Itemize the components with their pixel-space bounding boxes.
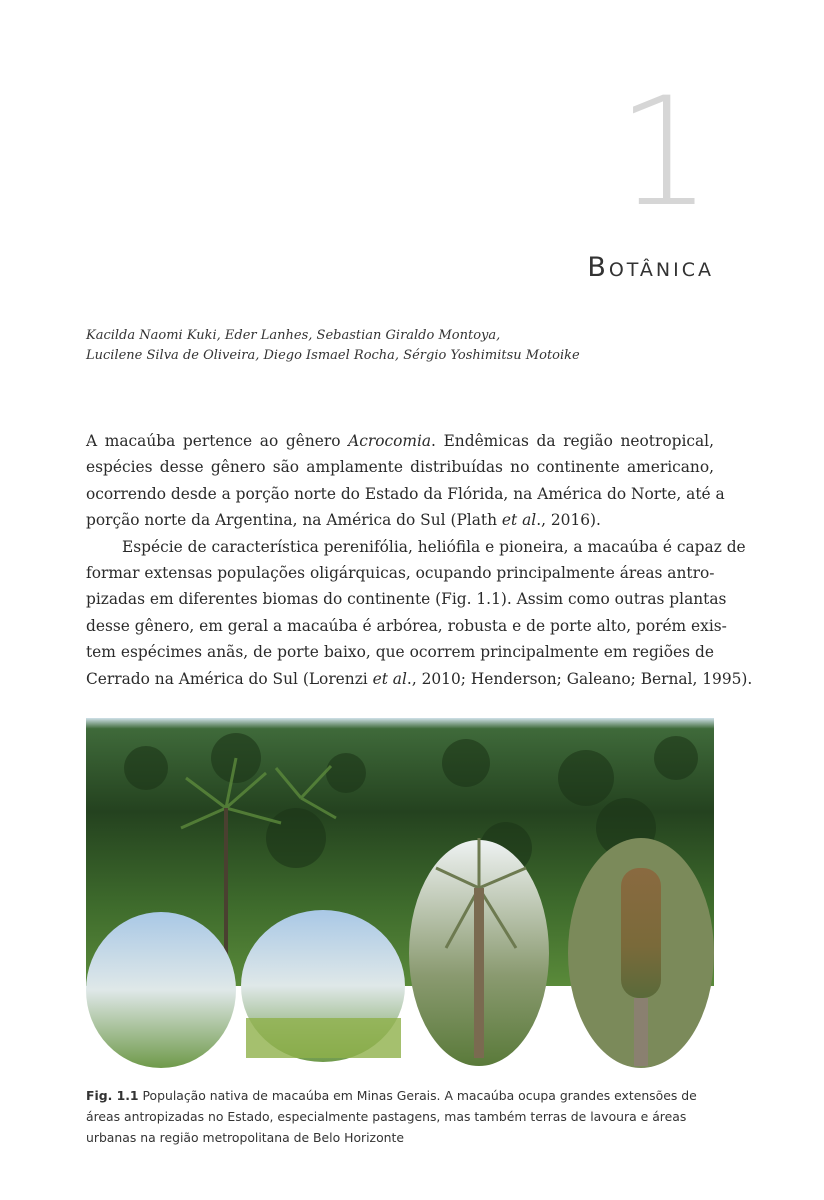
text-segment: Espécie de característica perenifólia, heliófila e pioneira, a macaúba é capaz de — [122, 537, 746, 556]
paragraph-line — [86, 454, 714, 480]
figure-label: Fig. 1.1 — [86, 1088, 139, 1103]
text-segment: ., 2016). — [536, 511, 601, 530]
paragraph-line — [86, 428, 714, 454]
text-segment: desse gênero, em geral a macaúba é arbórea, robusta e de porte alto, porém exis- — [86, 616, 727, 635]
caption-line: áreas antropizadas no Estado, especialmente pastagens, mas também terras de lavoura e áreas — [86, 1109, 687, 1124]
figure-caption — [86, 1085, 716, 1148]
text-segment: pizadas em diferentes biomas do continente (Fig. 1.1). Assim como outras plantas — [86, 590, 727, 609]
chapter-number: 1 — [616, 66, 712, 240]
text-segment: tem espécimes anãs, de porte baixo, que ocorrem principalmente em regiões de — [86, 643, 714, 662]
paragraph-line — [86, 639, 714, 665]
authors-line: Lucilene Silva de Oliveira, Diego Ismael Rocha, Sérgio Yoshimitsu Motoike — [86, 348, 580, 363]
text-segment: . Endêmicas da região neotropical, — [431, 432, 714, 450]
caption-line: urbanas na região metropolitana de Belo Horizonte — [86, 1130, 404, 1145]
paragraph-line — [86, 586, 727, 612]
paragraph-line — [86, 534, 746, 560]
italic-term: Acrocomia — [348, 432, 432, 450]
text-segment: A macaúba pertence ao gênero — [86, 432, 349, 450]
caption-line: População nativa de macaúba em Minas Gerais. A macaúba ocupa grandes extensões de — [138, 1088, 697, 1103]
authors-line: Kacilda Naomi Kuki, Eder Lanhes, Sebastian Giraldo Montoya, — [86, 328, 501, 343]
text-segment: ., 2010; Henderson; Galeano; Bernal, 1995). — [406, 669, 753, 688]
text-segment: espécies desse gênero são amplamente distribuídas no continente americano, — [86, 458, 714, 477]
authors — [86, 326, 580, 366]
body-text — [86, 428, 753, 692]
paragraph-line — [86, 666, 753, 692]
figure-photo-macauba — [86, 718, 714, 1070]
paragraph-line — [86, 481, 725, 507]
paragraph-line — [86, 613, 727, 639]
text-segment: formar extensas populações oligárquicas, ocupando principalmente áreas antro- — [86, 563, 715, 582]
italic-term: et al — [372, 669, 407, 688]
inset-photo-pasture — [86, 912, 236, 1068]
paragraph-line — [86, 507, 714, 533]
italic-term: et al — [501, 511, 537, 530]
text-segment: ocorrendo desde a porção norte do Estado da Flórida, na América do Norte, até a — [86, 484, 725, 503]
text-segment: porção norte da Argentina, na América do Sul (Plath — [86, 511, 502, 530]
chapter-title: Botânica — [587, 252, 714, 283]
paragraph-line — [86, 560, 714, 586]
text-segment: Cerrado na América do Sul (Lorenzi — [86, 669, 373, 688]
